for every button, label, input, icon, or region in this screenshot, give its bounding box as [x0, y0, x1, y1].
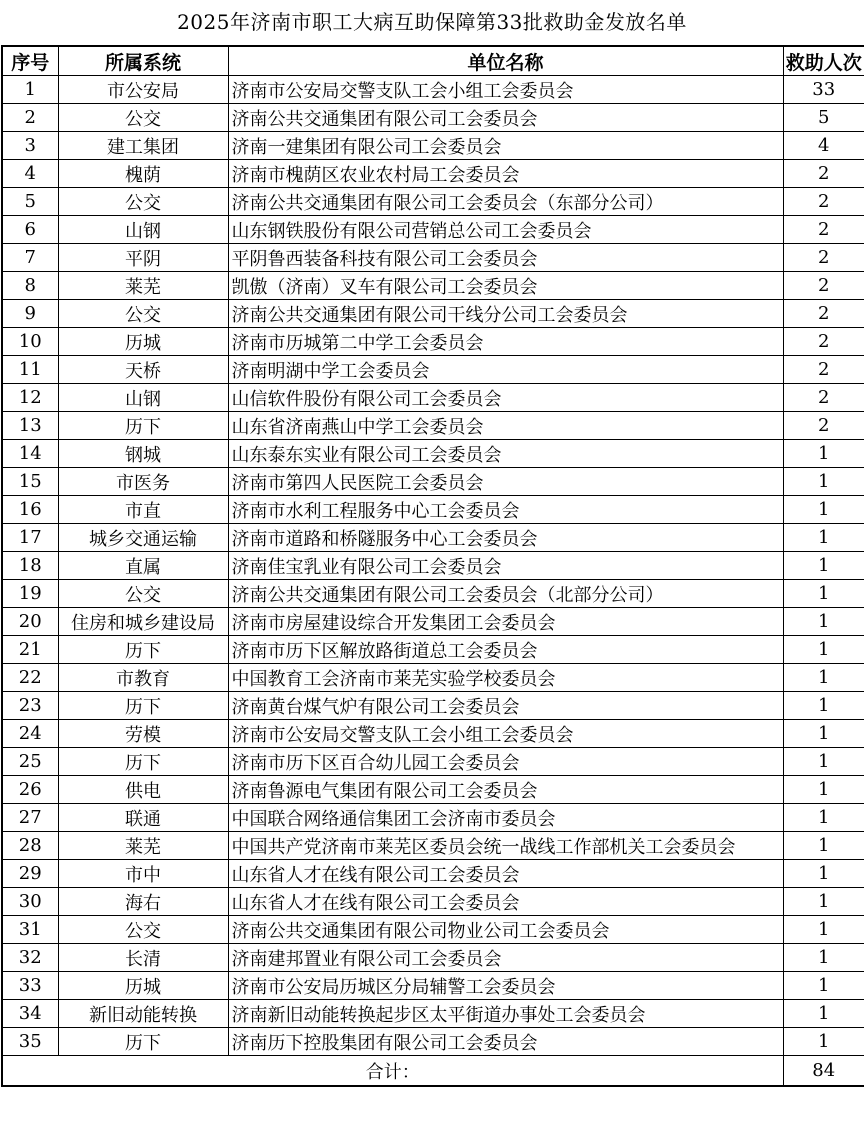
cell-aid-count: 2 [783, 244, 864, 272]
cell-system: 山钢 [58, 384, 228, 412]
cell-unit-name: 济南市公安局交警支队工会小组工会委员会 [228, 720, 783, 748]
cell-unit-name: 济南佳宝乳业有限公司工会委员会 [228, 552, 783, 580]
table-row [2, 860, 864, 888]
cell-aid-count: 1 [783, 608, 864, 636]
cell-unit-name: 山东省人才在线有限公司工会委员会 [228, 888, 783, 916]
cell-aid-count: 1 [783, 776, 864, 804]
table-row [2, 496, 864, 524]
cell-system: 长清 [58, 944, 228, 972]
cell-aid-count: 1 [783, 916, 864, 944]
header-unit-name: 单位名称 [228, 46, 783, 76]
cell-index: 25 [2, 748, 58, 776]
cell-aid-count: 1 [783, 552, 864, 580]
cell-index: 20 [2, 608, 58, 636]
cell-system: 山钢 [58, 216, 228, 244]
cell-index: 5 [2, 188, 58, 216]
table-row [2, 804, 864, 832]
cell-system: 历城 [58, 972, 228, 1000]
cell-unit-name: 济南一建集团有限公司工会委员会 [228, 132, 783, 160]
cell-index: 4 [2, 160, 58, 188]
cell-aid-count: 2 [783, 216, 864, 244]
cell-system: 槐荫 [58, 160, 228, 188]
cell-system: 海右 [58, 888, 228, 916]
cell-system: 历城 [58, 328, 228, 356]
cell-index: 13 [2, 412, 58, 440]
cell-system: 市公安局 [58, 76, 228, 104]
cell-aid-count: 2 [783, 300, 864, 328]
table-row [2, 1028, 864, 1056]
cell-unit-name: 山信软件股份有限公司工会委员会 [228, 384, 783, 412]
cell-aid-count: 1 [783, 580, 864, 608]
cell-aid-count: 1 [783, 972, 864, 1000]
page-title: 2025年济南市职工大病互助保障第33批救助金发放名单 [177, 10, 687, 34]
cell-system: 历下 [58, 636, 228, 664]
cell-aid-count: 1 [783, 524, 864, 552]
cell-index: 16 [2, 496, 58, 524]
cell-aid-count: 1 [783, 804, 864, 832]
table-row [2, 636, 864, 664]
cell-aid-count: 1 [783, 440, 864, 468]
cell-unit-name: 凯傲（济南）叉车有限公司工会委员会 [228, 272, 783, 300]
table-row [2, 608, 864, 636]
cell-unit-name: 济南市槐荫区农业农村局工会委员会 [228, 160, 783, 188]
table-row [2, 832, 864, 860]
cell-aid-count: 1 [783, 748, 864, 776]
cell-index: 27 [2, 804, 58, 832]
cell-aid-count: 1 [783, 944, 864, 972]
cell-system: 历下 [58, 692, 228, 720]
cell-unit-name: 济南建邦置业有限公司工会委员会 [228, 944, 783, 972]
table-row [2, 580, 864, 608]
table-row [2, 944, 864, 972]
cell-unit-name: 山东省济南燕山中学工会委员会 [228, 412, 783, 440]
cell-index: 17 [2, 524, 58, 552]
cell-index: 15 [2, 468, 58, 496]
table-row [2, 132, 864, 160]
cell-system: 历下 [58, 412, 228, 440]
cell-aid-count: 1 [783, 468, 864, 496]
cell-aid-count: 1 [783, 888, 864, 916]
cell-aid-count: 1 [783, 692, 864, 720]
cell-index: 19 [2, 580, 58, 608]
cell-index: 35 [2, 1028, 58, 1056]
cell-system: 平阴 [58, 244, 228, 272]
cell-system: 联通 [58, 804, 228, 832]
cell-system: 市教育 [58, 664, 228, 692]
cell-system: 市中 [58, 860, 228, 888]
cell-index: 29 [2, 860, 58, 888]
table-body [2, 76, 864, 1056]
cell-index: 14 [2, 440, 58, 468]
cell-aid-count: 2 [783, 384, 864, 412]
cell-system: 历下 [58, 748, 228, 776]
cell-aid-count: 2 [783, 272, 864, 300]
cell-system: 住房和城乡建设局 [58, 608, 228, 636]
table-row [2, 384, 864, 412]
cell-unit-name: 中国教育工会济南市莱芜实验学校委员会 [228, 664, 783, 692]
cell-system: 公交 [58, 104, 228, 132]
cell-index: 30 [2, 888, 58, 916]
cell-aid-count: 2 [783, 328, 864, 356]
table-row [2, 888, 864, 916]
cell-unit-name: 济南市历下区百合幼儿园工会委员会 [228, 748, 783, 776]
cell-index: 31 [2, 916, 58, 944]
cell-index: 33 [2, 972, 58, 1000]
cell-aid-count: 1 [783, 664, 864, 692]
table-row [2, 76, 864, 104]
cell-unit-name: 济南历下控股集团有限公司工会委员会 [228, 1028, 783, 1056]
cell-aid-count: 1 [783, 496, 864, 524]
cell-unit-name: 山东省人才在线有限公司工会委员会 [228, 860, 783, 888]
table-row [2, 972, 864, 1000]
aid-distribution-table [1, 45, 864, 1087]
cell-system: 历下 [58, 1028, 228, 1056]
cell-index: 12 [2, 384, 58, 412]
table-row [2, 328, 864, 356]
cell-index: 18 [2, 552, 58, 580]
header-system: 所属系统 [58, 46, 228, 76]
table-row [2, 356, 864, 384]
cell-system: 市直 [58, 496, 228, 524]
total-label: 合计： [2, 1056, 783, 1087]
cell-index: 9 [2, 300, 58, 328]
cell-aid-count: 1 [783, 1028, 864, 1056]
cell-index: 11 [2, 356, 58, 384]
cell-unit-name: 济南公共交通集团有限公司工会委员会 [228, 104, 783, 132]
cell-system: 公交 [58, 580, 228, 608]
cell-index: 21 [2, 636, 58, 664]
table-row [2, 916, 864, 944]
cell-system: 钢城 [58, 440, 228, 468]
cell-unit-name: 济南公共交通集团有限公司工会委员会（东部分公司） [228, 188, 783, 216]
cell-unit-name: 山东泰东实业有限公司工会委员会 [228, 440, 783, 468]
table-row [2, 188, 864, 216]
cell-index: 1 [2, 76, 58, 104]
cell-system: 公交 [58, 188, 228, 216]
cell-unit-name: 济南市历城第二中学工会委员会 [228, 328, 783, 356]
cell-unit-name: 济南鲁源电气集团有限公司工会委员会 [228, 776, 783, 804]
cell-unit-name: 济南新旧动能转换起步区太平街道办事处工会委员会 [228, 1000, 783, 1028]
cell-system: 公交 [58, 916, 228, 944]
cell-index: 2 [2, 104, 58, 132]
cell-unit-name: 济南市历下区解放路街道总工会委员会 [228, 636, 783, 664]
total-value: 84 [783, 1056, 864, 1087]
table-row [2, 1000, 864, 1028]
header-aid-count: 救助人次 [783, 46, 864, 76]
cell-aid-count: 1 [783, 860, 864, 888]
header-index: 序号 [2, 46, 58, 76]
table-row [2, 664, 864, 692]
cell-unit-name: 中国共产党济南市莱芜区委员会统一战线工作部机关工会委员会 [228, 832, 783, 860]
cell-unit-name: 济南市第四人民医院工会委员会 [228, 468, 783, 496]
table-row [2, 692, 864, 720]
cell-unit-name: 济南市公安局历城区分局辅警工会委员会 [228, 972, 783, 1000]
table-total-row [2, 1056, 864, 1087]
cell-unit-name: 济南公共交通集团有限公司工会委员会（北部分公司） [228, 580, 783, 608]
cell-aid-count: 1 [783, 832, 864, 860]
table-row [2, 748, 864, 776]
cell-index: 28 [2, 832, 58, 860]
cell-index: 8 [2, 272, 58, 300]
cell-system: 公交 [58, 300, 228, 328]
cell-system: 劳模 [58, 720, 228, 748]
cell-unit-name: 济南市公安局交警支队工会小组工会委员会 [228, 76, 783, 104]
table-row [2, 552, 864, 580]
cell-system: 供电 [58, 776, 228, 804]
table-row [2, 160, 864, 188]
table-row [2, 468, 864, 496]
cell-index: 24 [2, 720, 58, 748]
cell-unit-name: 平阴鲁西装备科技有限公司工会委员会 [228, 244, 783, 272]
cell-unit-name: 山东钢铁股份有限公司营销总公司工会委员会 [228, 216, 783, 244]
cell-unit-name: 济南公共交通集团有限公司物业公司工会委员会 [228, 916, 783, 944]
cell-system: 城乡交通运输 [58, 524, 228, 552]
cell-aid-count: 2 [783, 356, 864, 384]
cell-index: 10 [2, 328, 58, 356]
table-row [2, 440, 864, 468]
cell-index: 32 [2, 944, 58, 972]
cell-system: 莱芜 [58, 272, 228, 300]
cell-index: 34 [2, 1000, 58, 1028]
cell-system: 天桥 [58, 356, 228, 384]
cell-aid-count: 5 [783, 104, 864, 132]
cell-index: 26 [2, 776, 58, 804]
cell-unit-name: 济南市水利工程服务中心工会委员会 [228, 496, 783, 524]
cell-system: 建工集团 [58, 132, 228, 160]
cell-index: 6 [2, 216, 58, 244]
cell-unit-name: 济南明湖中学工会委员会 [228, 356, 783, 384]
cell-unit-name: 济南市道路和桥隧服务中心工会委员会 [228, 524, 783, 552]
table-row [2, 776, 864, 804]
cell-index: 3 [2, 132, 58, 160]
cell-system: 直属 [58, 552, 228, 580]
cell-unit-name: 济南公共交通集团有限公司干线分公司工会委员会 [228, 300, 783, 328]
cell-aid-count: 1 [783, 636, 864, 664]
table-header-row [2, 46, 864, 76]
cell-index: 23 [2, 692, 58, 720]
table-row [2, 720, 864, 748]
table-row [2, 244, 864, 272]
table-row [2, 524, 864, 552]
cell-system: 市医务 [58, 468, 228, 496]
table-row [2, 272, 864, 300]
cell-unit-name: 济南黄台煤气炉有限公司工会委员会 [228, 692, 783, 720]
cell-aid-count: 33 [783, 76, 864, 104]
cell-aid-count: 1 [783, 1000, 864, 1028]
cell-system: 莱芜 [58, 832, 228, 860]
table-row [2, 216, 864, 244]
cell-index: 22 [2, 664, 58, 692]
cell-index: 7 [2, 244, 58, 272]
cell-aid-count: 1 [783, 720, 864, 748]
cell-aid-count: 4 [783, 132, 864, 160]
table-row [2, 300, 864, 328]
cell-aid-count: 2 [783, 188, 864, 216]
table-row [2, 104, 864, 132]
table-row [2, 412, 864, 440]
cell-system: 新旧动能转换 [58, 1000, 228, 1028]
cell-aid-count: 2 [783, 160, 864, 188]
cell-unit-name: 中国联合网络通信集团工会济南市委员会 [228, 804, 783, 832]
cell-aid-count: 2 [783, 412, 864, 440]
cell-unit-name: 济南市房屋建设综合开发集团工会委员会 [228, 608, 783, 636]
